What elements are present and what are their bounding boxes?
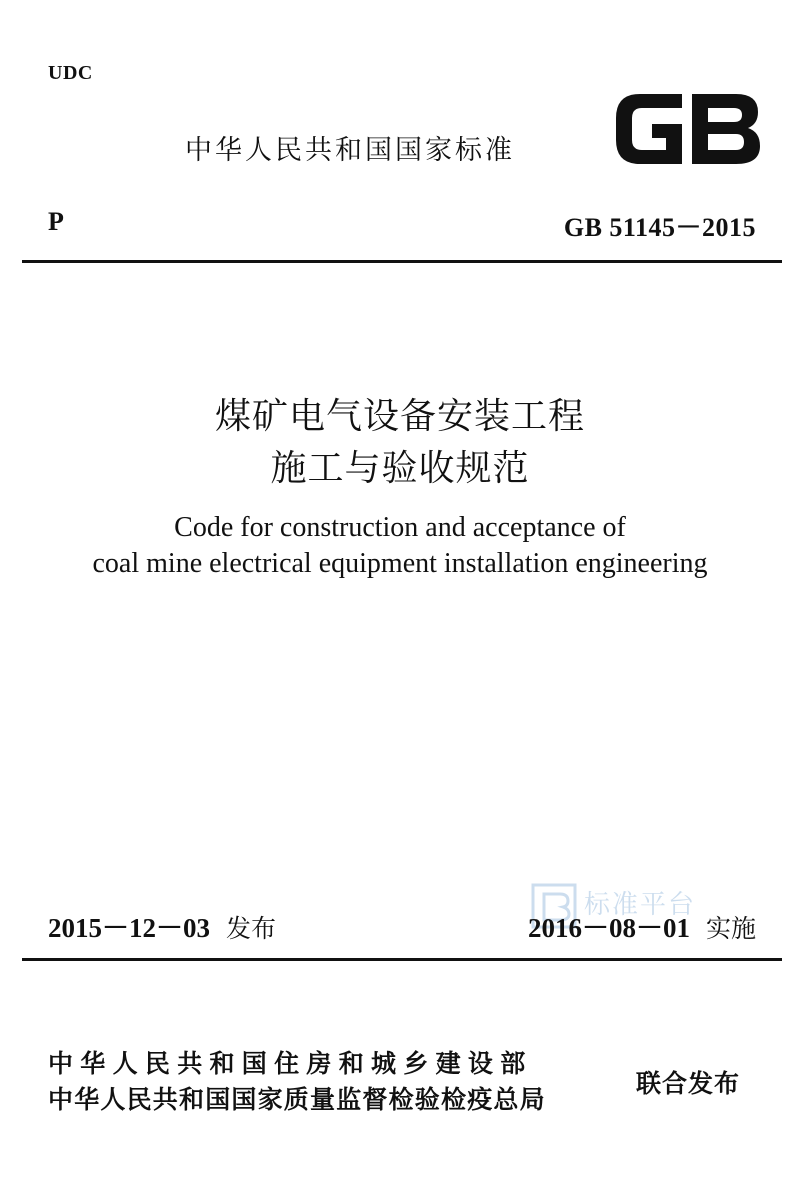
implement-date: 2016－08－01 bbox=[527, 913, 690, 943]
bottom-divider bbox=[22, 958, 782, 961]
gb-logo bbox=[612, 88, 762, 170]
title-cn-line2: 施工与验收规范 bbox=[270, 448, 530, 489]
national-standard-heading: 中华人民共和国国家标准 bbox=[185, 135, 515, 166]
classification-letter: P bbox=[48, 207, 64, 236]
issue-label: 发布 bbox=[226, 914, 277, 943]
title-en-line2: coal mine electrical equipment installation engineering bbox=[92, 548, 708, 579]
implement-date-row bbox=[528, 906, 756, 945]
top-divider bbox=[22, 260, 782, 263]
issuer-ministry-housing: 中华人民共和国住房和城乡建设部 bbox=[48, 1049, 533, 1078]
issue-date-row bbox=[48, 906, 276, 945]
title-en-line1: Code for construction and acceptance of bbox=[174, 512, 626, 543]
issue-date: 2015－12－03 bbox=[48, 913, 210, 943]
standard-number: GB 51145－2015 bbox=[563, 213, 756, 242]
implement-label: 实施 bbox=[705, 914, 756, 943]
issuer-aqsiq: 中华人民共和国国家质量监督检验检疫总局 bbox=[48, 1085, 546, 1114]
joint-issue-label: 联合发布 bbox=[636, 1069, 741, 1098]
title-cn-line1: 煤矿电气设备安装工程 bbox=[214, 396, 585, 437]
watermark-text: 标准平台 bbox=[584, 890, 697, 920]
udc-label: UDC bbox=[48, 62, 93, 84]
